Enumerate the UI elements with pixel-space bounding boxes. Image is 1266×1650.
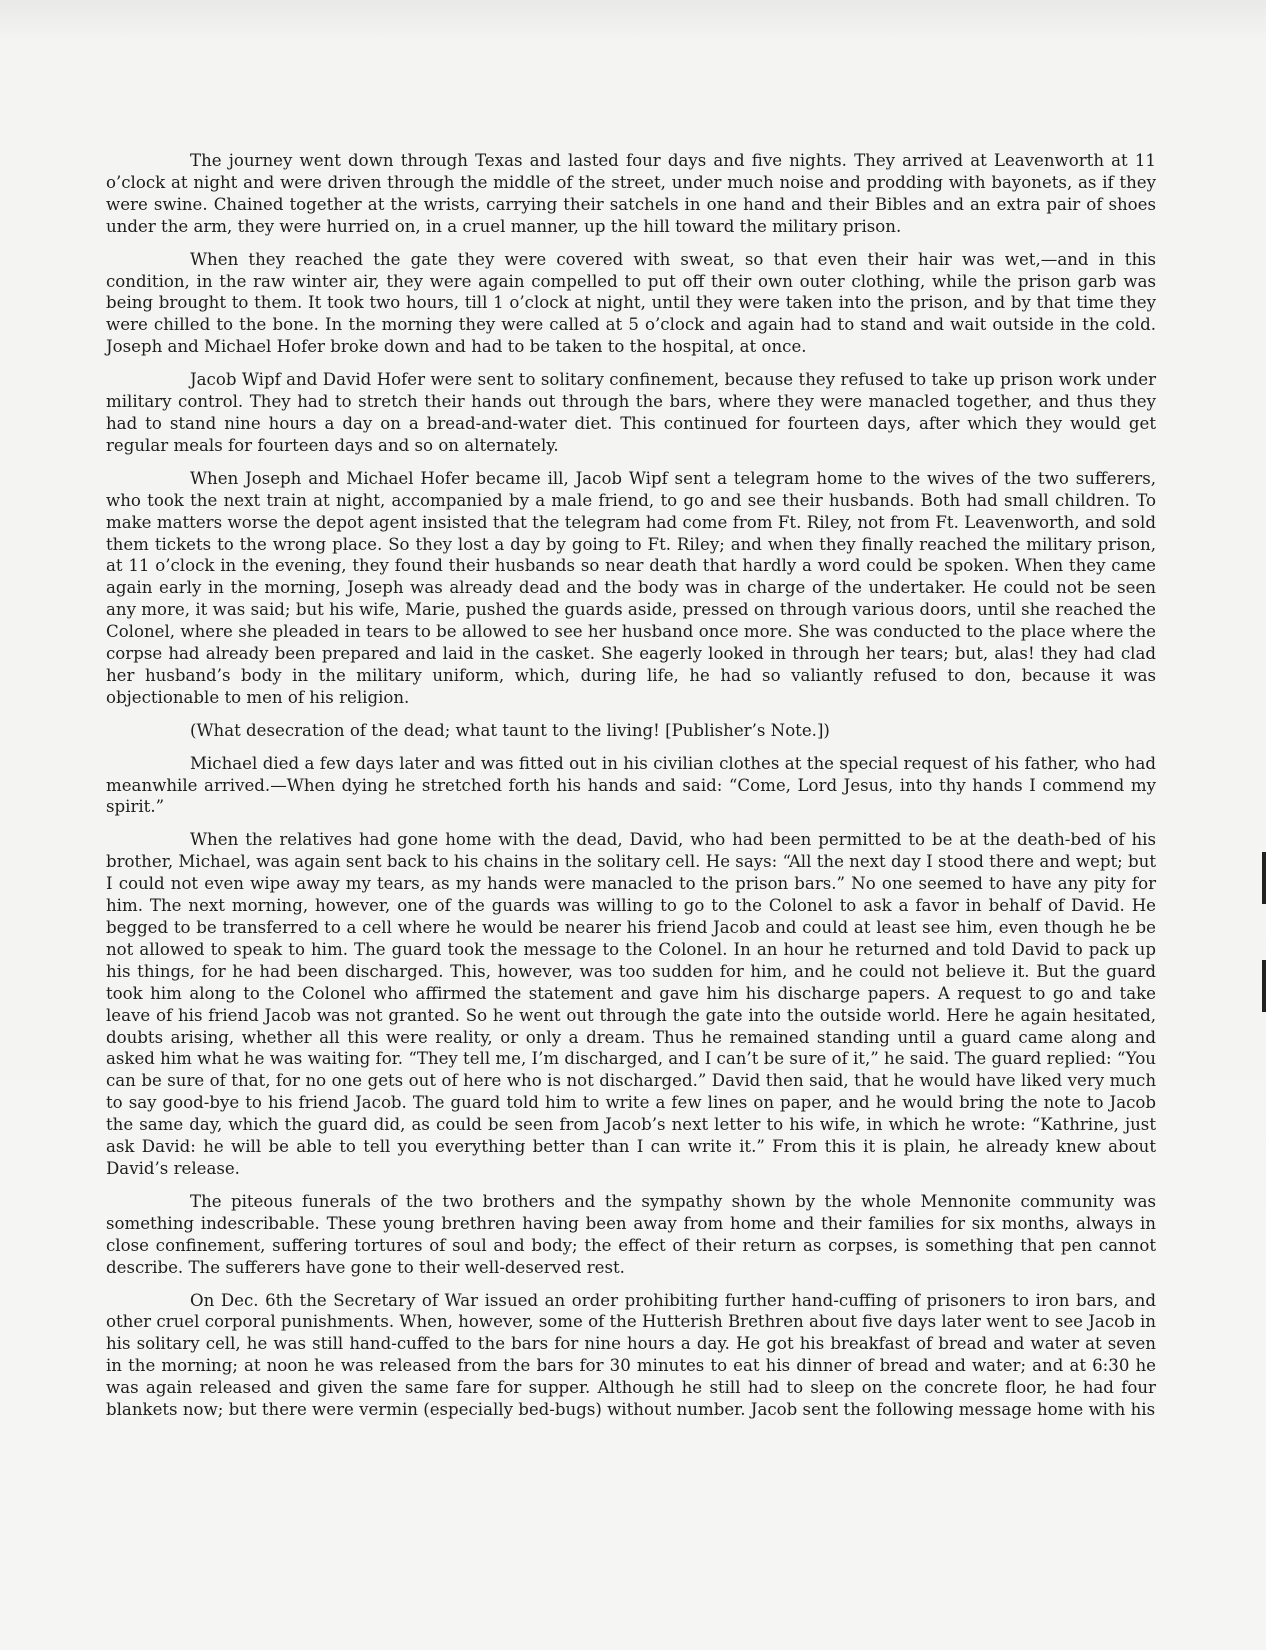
paragraph-prison-gate: When they reached the gate they were covered with sweat, so that even their hair was wet,—and in this condition, in the raw winter air, they were again compelled to put off their own outer clothing, while the prison garb was being brought to them. It took two hours, till 1 o’clock at night, until they were taken into the prison, and by that time they were chilled to the bone. In the morning they were called at 5 o’clock and again had to stand and wait outside in the cold. Joseph and Michael Hofer broke down and had to be taken to the hospital, at once. bbox=[106, 249, 1156, 357]
paragraph-funerals: The piteous funerals of the two brothers and the sympathy shown by the whole Mennonite community was something indescribable. These young brethren having been away from home and their families for six months, always in close confinement, suffering tortures of soul and body; the effect of their return as corpses, is something that pen cannot describe. The sufferers have gone to their well-deserved rest. bbox=[106, 1191, 1156, 1277]
paragraph-solitary-confinement: Jacob Wipf and David Hofer were sent to solitary confinement, because they refused to take up prison work under military control. They had to stretch their hands out through the bars, where they were manacled together, and thus they had to stand nine hours a day on a bread-and-water diet. This continued for fourteen days, after which they would get regular meals for fourteen days and so on alternately. bbox=[106, 370, 1156, 455]
scan-edge-mark bbox=[1262, 960, 1266, 1012]
article-body bbox=[106, 150, 1156, 1432]
paragraph-david-discharge: When the relatives had gone home with the dead, David, who had been permitted to be at the death-bed of his brother, Michael, was again sent back to his chains in the solitary cell. He says: “All the next day I stood there and wept; but I could not even wipe away my tears, as my hands were manacled to the prison bars.” No one seemed to have any pity for him. The next morning, however, one of the guards was willing to go to the Colonel to ask a favor in behalf of David. He begged to be transferred to a cell where he would be nearer his friend Jacob and could at least see him, even though he be not allowed to speak to him. The guard took the message to the Colonel. In an hour he returned and told David to pack up his things, for he had been discharged. This, however, was too sudden for him, and he could not believe it. But the guard took him along to the Colonel who affirmed the statement and gave him his discharge papers. A request to go and take leave of his friend Jacob was not granted. So he went out through the gate into the outside world. Here he again hesitated, doubts arising, whether all this were reality, or only a dream. Thus he remained standing until a guard came along and asked him what he was waiting for. “They tell me, I’m discharged, and I can’t be sure of it,” he said. The guard replied: “You can be sure of that, for no one gets out of here who is not discharged.” David then said, that he would have liked very much to say good-bye to his friend Jacob. The guard told him to write a few lines on paper, and he would bring the note to Jacob the same day, which the guard did, as could be seen from Jacob’s next letter to his wife, in which he wrote: “Kathrine, just ask David: he will be able to tell you everything better than I can write it.” From this it is plain, he already knew about David’s release. bbox=[106, 830, 1156, 1178]
scan-edge-mark bbox=[1262, 852, 1266, 904]
publishers-note: (What desecration of the dead; what taunt to the living! [Publisher’s Note.]) bbox=[190, 720, 830, 740]
paragraph-telegram-wives: When Joseph and Michael Hofer became ill, Jacob Wipf sent a telegram home to the wives of the two sufferers, who took the next train at night, accompanied by a male friend, to go and see their husbands. Both had small children. To make matters worse the depot agent insisted that the telegram had come from Ft. Riley, not from Ft. Leavenworth, and sold them tickets to the wrong place. So they lost a day by going to Ft. Riley; and when they finally reached the military prison, at 11 o’clock in the evening, they found their husbands so near death that hardly a word could be spoken. When they came again early in the morning, Joseph was already dead and the body was in charge of the undertaker. He could not be seen any more, it was said; but his wife, Marie, pushed the guards aside, pressed on through various doors, until she reached the Colonel, where she pleaded in tears to be allowed to see her husband once more. She was conducted to the place where the corpse had already been prepared and laid in the casket. She eagerly looked in through her tears; but, alas! they had clad her husband’s body in the military uniform, which, during life, he had so valiantly refused to don, because it was objectionable to men of his religion. bbox=[106, 468, 1156, 707]
paragraph-michael-death: Michael died a few days later and was fitted out in his civilian clothes at the special request of his father, who had meanwhile arrived.—When dying he stretched forth his hands and said: “Come, Lord Jesus, into thy hands I commend my spirit.” bbox=[106, 753, 1156, 817]
paragraph-journey: The journey went down through Texas and lasted four days and five nights. They arrived at Leavenworth at 11 o’clock at night and were driven through the middle of the street, under much noise and prodding with bayonets, as if they were swine. Chained together at the wrists, carrying their satchels in one hand and their Bibles and an extra pair of shoes under the arm, they were hurried on, in a cruel manner, up the hill toward the military prison. bbox=[106, 151, 1156, 236]
paragraph-secretary-order: On Dec. 6th the Secretary of War issued an order prohibiting further hand-cuffing of prisoners to iron bars, and other cruel corporal punishments. When, however, some of the Hutterish Brethren about five days later went to see Jacob in his solitary cell, he was still hand-cuffed to the bars for nine hours a day. He got his breakfast of bread and water at seven in the morning; at noon he was released from the bars for 30 minutes to eat his dinner of bread and water; and at 6:30 he was again released and given the same fare for supper. Although he still had to sleep on the concrete floor, he had four blankets now; but there were vermin (especially bed-bugs) without number. Jacob sent the following message home with his bbox=[106, 1290, 1156, 1420]
